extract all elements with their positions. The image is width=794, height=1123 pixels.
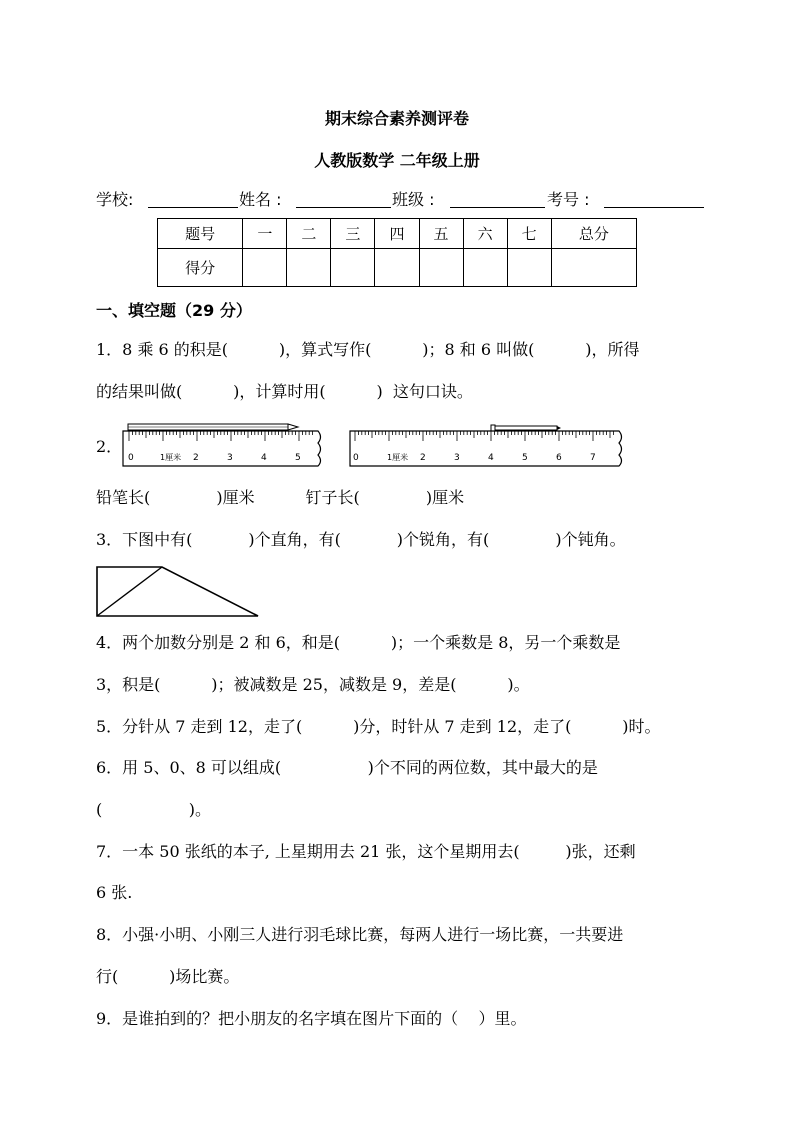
question-8-line-2: 行( )场比赛。 (96, 967, 240, 986)
ruler-label: 5 (522, 453, 528, 463)
class-label: 班级 : (392, 190, 435, 209)
ruler-ticks (355, 431, 613, 441)
score-entry-cell[interactable] (507, 249, 551, 287)
score-table-cell: 二 (287, 219, 331, 249)
ruler-label: 2 (420, 453, 426, 463)
question-1-line-1: 1．8 乘 6 的积是( )，算式写作( )；8 和 6 叫做( )，所得 (96, 340, 640, 359)
score-table-score-row (158, 249, 637, 287)
ruler-ticks (129, 431, 313, 441)
score-entry-cell[interactable] (551, 249, 636, 287)
score-table-cell: 总分 (551, 219, 636, 249)
ruler-label: 3 (454, 453, 460, 463)
ruler-nail-figure (349, 420, 625, 470)
question-8-line-1: 8．小强·小明、小刚三人进行羽毛球比赛，每两人进行一场比赛，一共要进 (96, 925, 624, 944)
ruler-label: 1厘米 (160, 453, 182, 462)
question-6-line-2: ( )。 (96, 800, 211, 819)
trapezoid-shape (97, 567, 258, 616)
score-entry-cell[interactable] (331, 249, 375, 287)
score-table (157, 218, 637, 287)
page-subtitle: 人教版数学 二年级上册 (314, 151, 480, 170)
ruler-label: 7 (590, 453, 596, 463)
ruler-label: 5 (295, 453, 301, 463)
question-3: 3．下图中有( )个直角，有( )个锐角，有( )个钝角。 (96, 530, 626, 549)
score-table-cell: 五 (419, 219, 463, 249)
score-table-cell: 一 (243, 219, 287, 249)
ruler-body (123, 431, 321, 466)
class-field[interactable] (450, 207, 545, 208)
score-entry-cell[interactable] (287, 249, 331, 287)
question-6-line-1: 6．用 5、0、8 可以组成( )个不同的两位数，其中最大的是 (96, 758, 598, 777)
question-4-line-2: 3，积是( )；被减数是 25，减数是 9，差是( )。 (96, 675, 530, 694)
score-entry-cell[interactable] (243, 249, 287, 287)
ruler-label: 2 (193, 453, 199, 463)
question-7-line-1: 7．一本 50 张纸的本子, 上星期用去 21 张，这个星期用去( )张，还剩 (96, 842, 636, 861)
triangle-figure (96, 566, 260, 618)
ruler-label: 4 (261, 453, 267, 463)
ruler-pencil-figure (122, 420, 324, 470)
pencil-icon (128, 424, 298, 430)
score-entry-cell[interactable] (375, 249, 419, 287)
school-label: 学校: (96, 190, 134, 209)
name-label: 姓名 : (239, 190, 282, 209)
ruler-label: 6 (556, 453, 562, 463)
question-1-line-2: 的结果叫做( )，计算时用( ) 这句口诀。 (96, 382, 473, 401)
score-entry-cell[interactable] (463, 249, 507, 287)
score-table-cell: 六 (463, 219, 507, 249)
name-field[interactable] (296, 207, 391, 208)
score-table-cell: 七 (507, 219, 551, 249)
nail-icon (491, 425, 561, 431)
exam-no-field[interactable] (604, 207, 704, 208)
score-table-cell: 得分 (158, 249, 243, 287)
question-2-number: 2． (96, 437, 123, 456)
question-7-line-2: 6 张. (96, 883, 133, 902)
ruler-label: 3 (227, 453, 233, 463)
ruler-label: 0 (128, 453, 134, 463)
score-table-cell: 四 (375, 219, 419, 249)
diagonal-line (97, 567, 162, 616)
ruler-label: 1厘米 (387, 453, 409, 462)
score-entry-cell[interactable] (419, 249, 463, 287)
page-title: 期末综合素养测评卷 (324, 109, 469, 128)
question-5: 5．分针从 7 走到 12，走了( )分，时针从 7 走到 12，走了( )时。 (96, 717, 661, 736)
question-2-answer: 铅笔长( )厘米 钉子长( )厘米 (96, 488, 465, 507)
score-table-cell: 题号 (158, 219, 243, 249)
question-9: 9．是谁拍到的？把小朋友的名字填在图片下面的（ ）里。 (96, 1009, 527, 1028)
school-field[interactable] (148, 207, 238, 208)
ruler-label: 0 (353, 453, 359, 463)
student-info-row (96, 187, 704, 211)
ruler-label: 4 (488, 453, 494, 463)
exam-no-label: 考号 : (547, 190, 590, 209)
score-table-header-row (158, 219, 637, 249)
question-4-line-1: 4．两个加数分别是 2 和 6，和是( )；一个乘数是 8，另一个乘数是 (96, 633, 621, 652)
section-heading: 一、填空题（29 分） (96, 301, 252, 320)
score-table-cell: 三 (331, 219, 375, 249)
